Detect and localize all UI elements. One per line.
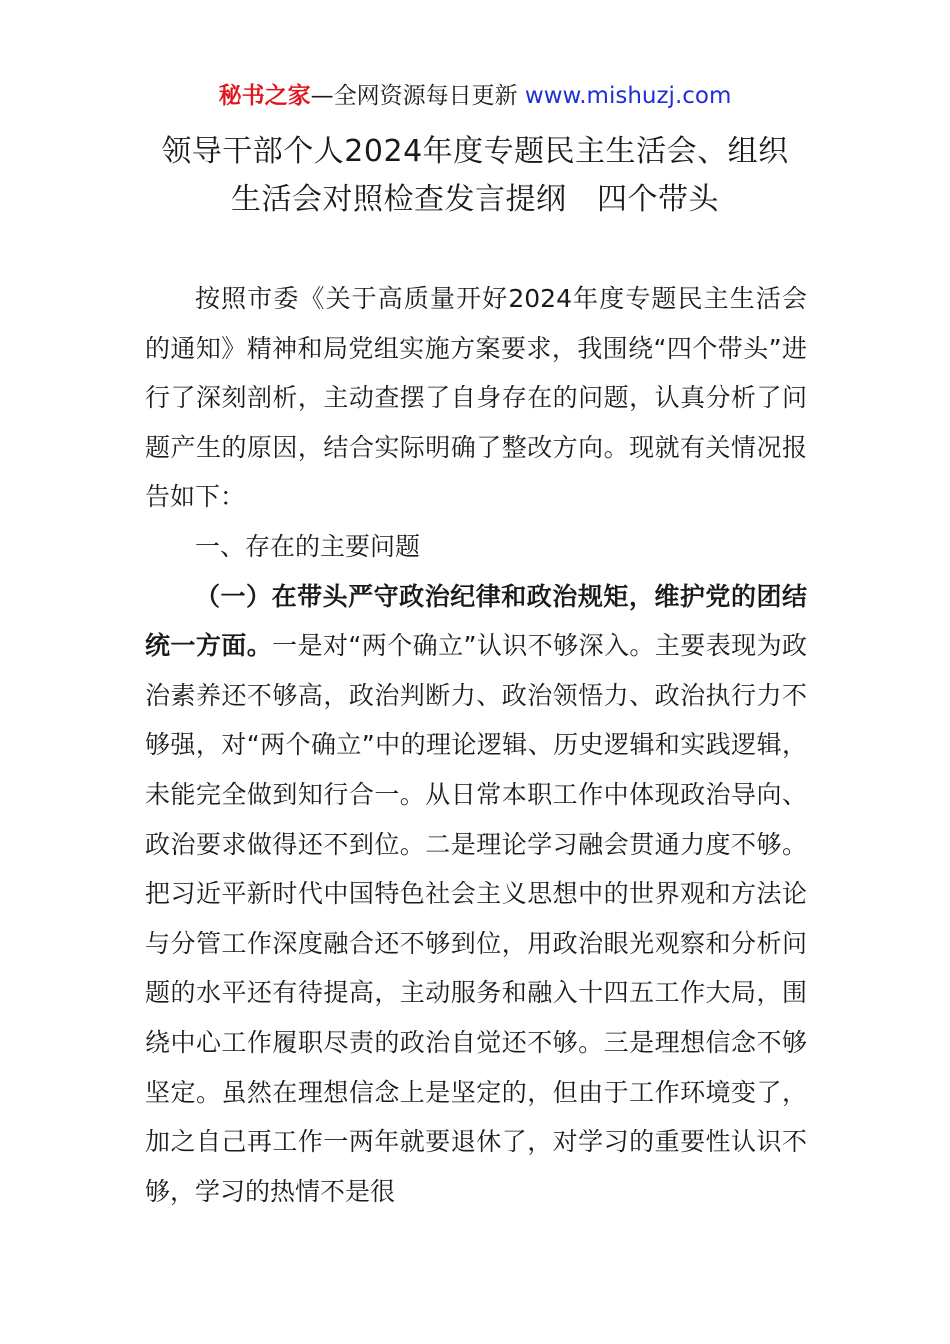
site-url-link[interactable]: www.mishuzj.com [524,83,732,109]
site-brand: 秘书之家 [218,83,311,109]
site-tagline: —全网资源每日更新 [310,83,525,109]
intro-paragraph: 按照市委《关于高质量开好2024年度专题民主生活会的通知》精神和局党组实施方案要求，我围绕“四个带头”进行了深刻剖析，主动查摆了自身存在的问题，认真分析了问题产生的原因，结合实际明确了整改方向。现就有关情况报告如下： [145,284,807,512]
title-line-1: 领导干部个人2024年度专题民主生活会、组织 [161,134,789,169]
subsection-heading: （一）在带头严守政治纪律和政治规矩，维护党的团结统一方面。 [145,581,807,661]
document-title [0,128,950,224]
subsection-text: 一是对“两个确立”认识不够深入。主要表现为政治素养还不够高，政治判断力、政治领悟力、政治执行力不够强，对“两个确立”中的理论逻辑、历史逻辑和实践逻辑，未能完全做到知行合一。从日常本职工作中体现政治导向、政治要求做得还不到位。二是理论学习融会贯通力度不够。把习近平新时代中国特色社会主义思想中的世界观和方法论与分管工作深度融合还不够到位，用政治眼光观察和分析问题的水平还有待提高，主动服务和融入十四五工作大局，围绕中心工作履职尽责的政治自觉还不够。三是理想信念不够坚定。虽然在理想信念上是坚定的，但由于工作环境变了，加之自己再工作一两年就要退休了，对学习的重要性认识不够，学习的热情不是很 [145,631,807,1206]
title-line-2: 生活会对照检查发言提纲 四个带头 [231,182,719,217]
document-body [145,274,807,1216]
section-heading: 一、存在的主要问题 [195,531,421,561]
subsection-paragraph [145,572,807,1217]
site-header [0,80,950,112]
